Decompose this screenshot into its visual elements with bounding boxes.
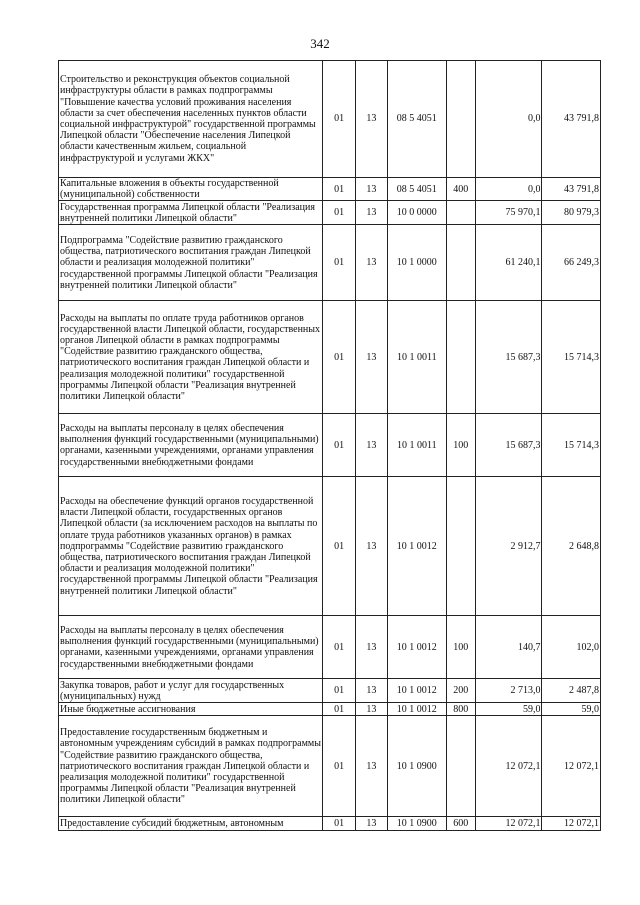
row-value-2: 102,0 xyxy=(542,616,601,679)
row-value-2: 59,0 xyxy=(542,703,601,716)
row-value-2: 2 487,8 xyxy=(542,679,601,703)
row-expense-type xyxy=(446,61,475,178)
row-value-2: 12 072,1 xyxy=(542,716,601,817)
row-value-1: 15 687,3 xyxy=(475,414,542,477)
row-value-2: 43 791,8 xyxy=(542,61,601,178)
row-target-code: 10 1 0000 xyxy=(388,225,447,301)
row-value-1: 75 970,1 xyxy=(475,201,542,225)
row-name: Расходы на выплаты персоналу в целях обеспечения выполнения функций государственными (муниципальными) органами, казенными учреждениями, органами управления государственными внебюджетными фондами xyxy=(59,616,323,679)
table-row xyxy=(59,477,601,616)
row-section: 01 xyxy=(323,178,355,201)
row-expense-type: 100 xyxy=(446,616,475,679)
row-value-2: 80 979,3 xyxy=(542,201,601,225)
row-name: Расходы на выплаты по оплате труда работников органов государственной власти Липецкой области, государственных органов Липецкой области в рамках подпрограммы "Содействие развитию гражданского общества, патриотического воспитания граждан Липецкой области и реализация молодежной политики" государственной программы Липецкой области "Реализация внутренней политики Липецкой области" xyxy=(59,301,323,414)
row-section: 01 xyxy=(323,414,355,477)
row-section: 01 xyxy=(323,679,355,703)
row-target-code: 10 1 0012 xyxy=(388,679,447,703)
row-target-code: 10 1 0012 xyxy=(388,703,447,716)
row-subsection: 13 xyxy=(355,817,387,831)
table-row xyxy=(59,414,601,477)
row-name: Государственная программа Липецкой области "Реализация внутренней политики Липецкой области" xyxy=(59,201,323,225)
table-row xyxy=(59,716,601,817)
row-target-code: 10 1 0011 xyxy=(388,414,447,477)
row-target-code: 08 5 4051 xyxy=(388,178,447,201)
table-row xyxy=(59,679,601,703)
row-name: Предоставление государственным бюджетным и автономным учреждениям субсидий в рамках подпрограммы "Содействие развитию гражданского общества, патриотического воспитания граждан Липецкой области и реализация молодежной политики" государственной программы Липецкой области "Реализация внутренней политики Липецкой области" xyxy=(59,716,323,817)
row-expense-type xyxy=(446,477,475,616)
row-subsection: 13 xyxy=(355,61,387,178)
row-subsection: 13 xyxy=(355,201,387,225)
row-target-code: 10 0 0000 xyxy=(388,201,447,225)
row-value-2: 12 072,1 xyxy=(542,817,601,831)
row-section: 01 xyxy=(323,716,355,817)
row-value-1: 2 912,7 xyxy=(475,477,542,616)
row-value-2: 15 714,3 xyxy=(542,414,601,477)
table-row xyxy=(59,616,601,679)
row-target-code: 10 1 0011 xyxy=(388,301,447,414)
row-expense-type xyxy=(446,301,475,414)
table-row xyxy=(59,301,601,414)
row-expense-type: 400 xyxy=(446,178,475,201)
row-value-2: 43 791,8 xyxy=(542,178,601,201)
row-subsection: 13 xyxy=(355,703,387,716)
row-value-1: 12 072,1 xyxy=(475,817,542,831)
row-subsection: 13 xyxy=(355,716,387,817)
budget-table xyxy=(58,60,601,831)
row-subsection: 13 xyxy=(355,477,387,616)
row-subsection: 13 xyxy=(355,414,387,477)
row-name: Предоставление субсидий бюджетным, автономным xyxy=(59,817,323,831)
row-section: 01 xyxy=(323,61,355,178)
row-name: Расходы на обеспечение функций органов государственной власти Липецкой области, государственных органов Липецкой области (за исключением расходов на выплаты по оплате труда работников указанных органов) в рамках подпрограммы "Содействие развитию гражданского общества, патриотического воспитания граждан Липецкой области и реализация молодежной политики" государственной программы Липецкой области "Реализация внутренней политики Липецкой области" xyxy=(59,477,323,616)
row-name: Закупка товаров, работ и услуг для государственных (муниципальных) нужд xyxy=(59,679,323,703)
table-row xyxy=(59,225,601,301)
row-section: 01 xyxy=(323,616,355,679)
row-expense-type: 100 xyxy=(446,414,475,477)
row-value-1: 140,7 xyxy=(475,616,542,679)
row-target-code: 10 1 0012 xyxy=(388,616,447,679)
row-value-1: 12 072,1 xyxy=(475,716,542,817)
row-value-2: 2 648,8 xyxy=(542,477,601,616)
table-row xyxy=(59,703,601,716)
row-value-1: 61 240,1 xyxy=(475,225,542,301)
row-value-1: 59,0 xyxy=(475,703,542,716)
row-subsection: 13 xyxy=(355,225,387,301)
row-expense-type: 800 xyxy=(446,703,475,716)
row-target-code: 10 1 0900 xyxy=(388,716,447,817)
row-target-code: 08 5 4051 xyxy=(388,61,447,178)
table-row xyxy=(59,178,601,201)
row-name: Подпрограмма "Содействие развитию гражданского общества, патриотического воспитания граждан Липецкой области и реализация молодежной политики" государственной программы Липецкой области "Реализация внутренней политики Липецкой области" xyxy=(59,225,323,301)
row-section: 01 xyxy=(323,201,355,225)
row-value-1: 2 713,0 xyxy=(475,679,542,703)
row-name: Расходы на выплаты персоналу в целях обеспечения выполнения функций государственными (муниципальными) органами, казенными учреждениями, органами управления государственными внебюджетными фондами xyxy=(59,414,323,477)
row-subsection: 13 xyxy=(355,178,387,201)
row-target-code: 10 1 0900 xyxy=(388,817,447,831)
row-expense-type: 600 xyxy=(446,817,475,831)
row-subsection: 13 xyxy=(355,616,387,679)
row-expense-type xyxy=(446,225,475,301)
table-row xyxy=(59,817,601,831)
row-expense-type xyxy=(446,201,475,225)
row-value-2: 66 249,3 xyxy=(542,225,601,301)
row-subsection: 13 xyxy=(355,679,387,703)
row-name: Капитальные вложения в объекты государственной (муниципальной) собственности xyxy=(59,178,323,201)
row-name: Строительство и реконструкция объектов социальной инфраструктуры области в рамках подпрограммы "Повышение качества условий проживания населения области за счет обеспечения населенных пунктов области социальной инфраструктурой" государственной программы Липецкой области "Обеспечение населения Липецкой области качественным жильем, социальной инфраструктурой и услугами ЖКХ" xyxy=(59,61,323,178)
row-target-code: 10 1 0012 xyxy=(388,477,447,616)
table-row xyxy=(59,201,601,225)
row-section: 01 xyxy=(323,225,355,301)
row-subsection: 13 xyxy=(355,301,387,414)
page-number: 342 xyxy=(310,36,330,51)
row-value-2: 15 714,3 xyxy=(542,301,601,414)
row-value-1: 0,0 xyxy=(475,61,542,178)
row-value-1: 15 687,3 xyxy=(475,301,542,414)
table-row xyxy=(59,61,601,178)
row-expense-type xyxy=(446,716,475,817)
row-section: 01 xyxy=(323,477,355,616)
row-section: 01 xyxy=(323,301,355,414)
row-section: 01 xyxy=(323,817,355,831)
row-name: Иные бюджетные ассигнования xyxy=(59,703,323,716)
row-expense-type: 200 xyxy=(446,679,475,703)
row-section: 01 xyxy=(323,703,355,716)
row-value-1: 0,0 xyxy=(475,178,542,201)
